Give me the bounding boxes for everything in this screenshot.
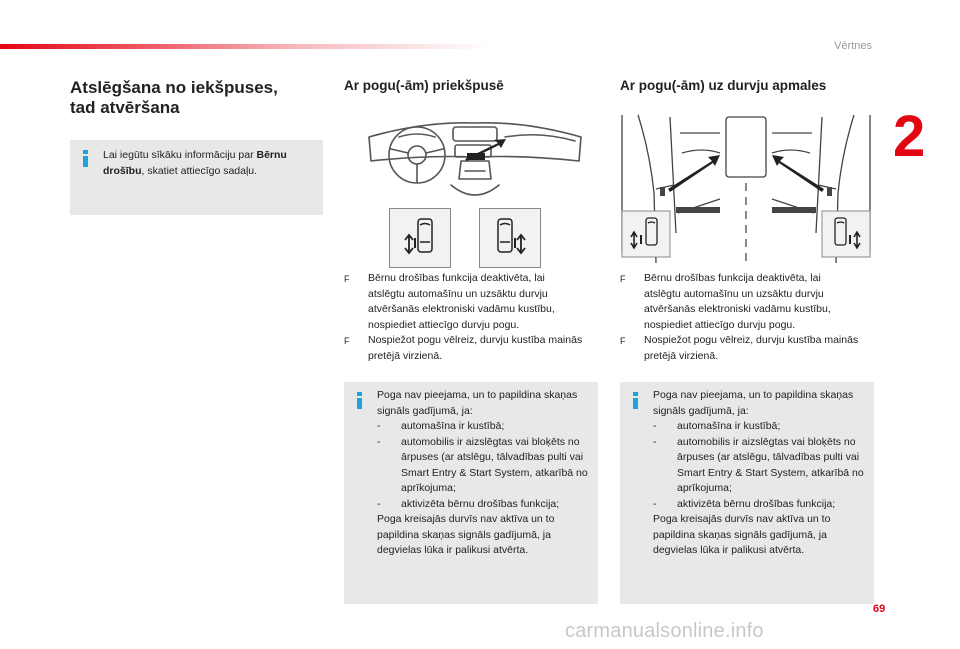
chapter-number: 2: [893, 104, 926, 169]
dashboard-illustration: [365, 115, 585, 205]
list-item: [653, 435, 868, 497]
info-outro: Poga kreisajās durvīs nav aktīva un to papildina skaņas signāls gadījumā, ja degvielas lūka ir palikusi atvērta.: [377, 513, 555, 556]
info-item: automobilis ir aizslēgtas vai bloķēts no ārpuses (ar atslēgu, tālvadības pulti vai Smart Entry & Start System, atkarībā no aprīkojuma;: [677, 435, 864, 494]
info-item: aktivizēta bērnu drošības funkcija;: [677, 497, 836, 510]
bullet-text: Nospiežot pogu vēlreiz, durvju kustība mainās pretējā virzienā.: [644, 334, 859, 362]
info-text-bold: Bērnu drošību: [103, 149, 287, 177]
page-number: 69: [873, 603, 886, 615]
bullet-text: Bērnu drošības funkcija deaktivēta, lai atslēgtu automašīnu un uzsāktu durvju atvēršanās elektroniski vadāmu kustību, nospiediet attiecīgo durvju pogu.: [644, 272, 831, 331]
middle-bullet-list: [344, 271, 584, 364]
list-item: [377, 497, 592, 513]
bullet-marker: F: [344, 274, 350, 284]
list-item: [344, 271, 584, 333]
list-item: [377, 419, 592, 435]
info-text: [653, 388, 868, 559]
door-sill-illustration: [620, 113, 872, 265]
info-item: aktivizēta bērnu drošības funkcija;: [401, 497, 560, 510]
list-item: [377, 435, 592, 497]
right-column-title: Ar pogu(-ām) uz durvju apmales: [620, 78, 827, 93]
watermark: carmanualsonline.info: [565, 620, 764, 642]
info-box-child-safety: [70, 140, 323, 215]
info-icon: [633, 392, 638, 409]
list-item: [620, 333, 860, 364]
info-text-suffix: , skatiet attiecīgo sadaļu.: [141, 164, 258, 177]
dash-marker: -: [377, 435, 381, 448]
info-item: automobilis ir aizslēgtas vai bloķēts no ārpuses (ar atslēgu, tālvadības pulti vai Smart Entry & Start System, atkarībā no aprīkojuma;: [401, 435, 588, 494]
bullet-marker: F: [620, 274, 626, 284]
info-box-middle: [344, 382, 598, 604]
bullet-marker: F: [620, 336, 626, 346]
list-item: [344, 333, 584, 364]
list-item: [620, 271, 860, 333]
info-text-prefix: Lai iegūtu sīkāku informāciju par: [103, 149, 257, 161]
right-bullet-list: [620, 271, 860, 364]
dash-marker: -: [377, 497, 381, 510]
info-outro: Poga kreisajās durvīs nav aktīva un to papildina skaņas signāls gadījumā, ja degvielas lūka ir palikusi atvērta.: [653, 513, 831, 556]
door-button-icon-left: [389, 208, 451, 268]
door-button-icon-right: [479, 208, 541, 268]
info-icon: [357, 392, 362, 409]
info-item: automašīna ir kustībā;: [677, 420, 781, 432]
info-item: automašīna ir kustībā;: [401, 420, 505, 432]
page-title-line1: Atslēgšana no iekšpuses,: [70, 78, 278, 97]
page-title: [70, 78, 330, 118]
header-accent-bar: [0, 44, 490, 49]
dash-marker: -: [653, 435, 657, 448]
bullet-text: Bērnu drošības funkcija deaktivēta, lai atslēgtu automašīnu un uzsāktu durvju atvēršanās elektroniski vadāmu kustību, nospiediet attiecīgo durvju pogu.: [368, 272, 555, 331]
dash-marker: -: [653, 420, 657, 432]
middle-column-title: Ar pogu(-ām) priekšpusē: [344, 78, 504, 93]
info-text: [377, 388, 592, 559]
info-intro: Poga nav pieejama, un to papildina skaņas signāls gadījumā, ja:: [653, 389, 854, 417]
section-title: Vērtnes: [834, 40, 872, 52]
info-box-right: [620, 382, 874, 604]
page-title-line2: tad atvēršana: [70, 98, 180, 117]
bullet-marker: F: [344, 336, 350, 346]
info-text: [103, 148, 318, 179]
list-item: [653, 497, 868, 513]
info-intro: Poga nav pieejama, un to papildina skaņas signāls gadījumā, ja:: [377, 389, 578, 417]
list-item: [653, 419, 868, 435]
bullet-text: Nospiežot pogu vēlreiz, durvju kustība mainās pretējā virzienā.: [368, 334, 583, 362]
dash-marker: -: [377, 420, 381, 432]
dash-marker: -: [653, 497, 657, 510]
info-icon: [83, 150, 88, 167]
